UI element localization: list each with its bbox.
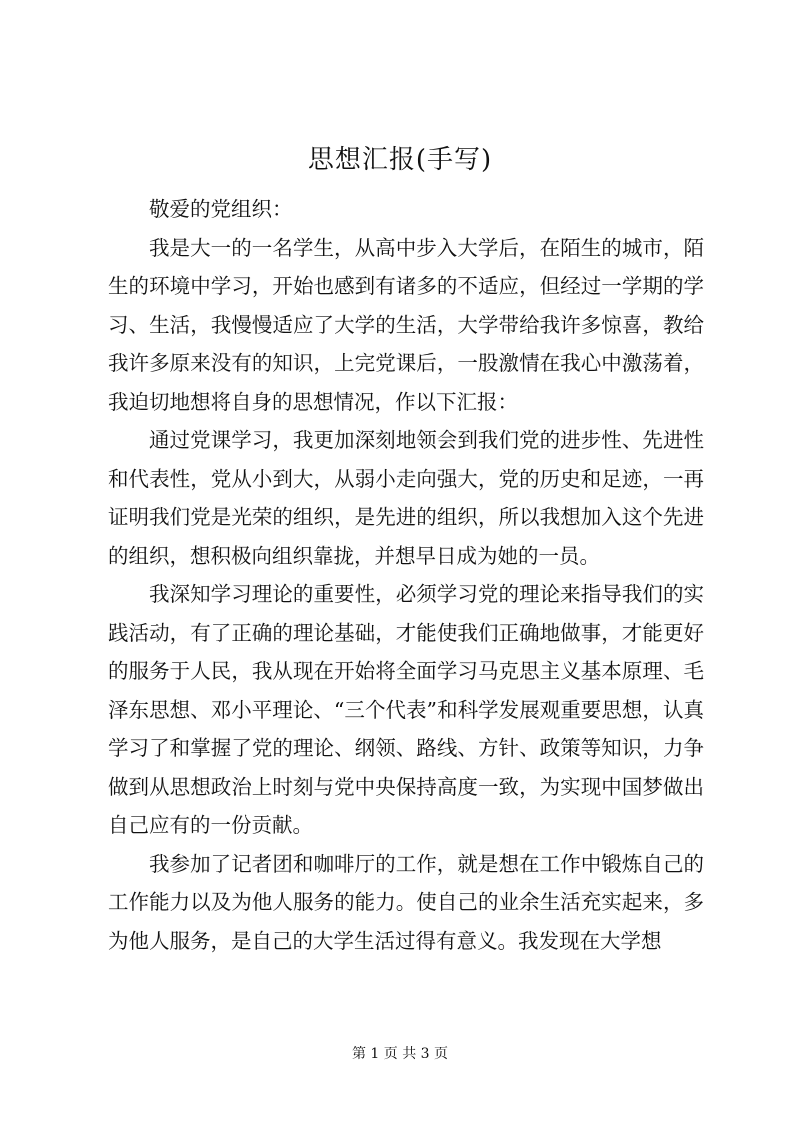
document-body — [108, 190, 704, 960]
salutation: 敬爱的党组织： — [149, 197, 293, 221]
paragraph-1: 我是大一的一名学生，从高中步入大学后，在陌生的城市，陌生的环境中学习，开始也感到有诸多的不适应，但经过一学期的学习、生活，我慢慢适应了大学的生活，大学带给我许多惊喜，教给我许多原来没有的知识，上完党课后，一股激情在我心中激荡着，我迫切地想将自身的思想情况，作以下汇报： — [108, 235, 704, 414]
paragraph-2: 通过党课学习，我更加深刻地领会到我们党的进步性、先进性和代表性，党从小到大，从弱小走向强大，党的历史和足迹，一再证明我们党是光荣的组织，是先进的组织，所以我想加入这个先进的组织，想积极向组织靠拢，并想早日成为她的一员。 — [108, 428, 704, 568]
paragraph-3: 我深知学习理论的重要性，必须学习党的理论来指导我们的实践活动，有了正确的理论基础，才能使我们正确地做事，才能更好的服务于人民，我从现在开始将全面学习马克思主义基本原理、毛泽东思想、邓小平理论、“三个代表”和科学发展观重要思想，认真学习了和掌握了党的理论、纲领、路线、方针、政策等知识，力争做到从思想政治上时刻与党中央保持高度一致，为实现中国梦做出自己应有的一份贡献。 — [108, 582, 704, 837]
document-title: 思想汇报(手写) — [307, 145, 493, 175]
page-footer: 第 1 页 共 3 页 — [351, 1046, 449, 1062]
paragraph-4: 我参加了记者团和咖啡厅的工作，就是想在工作中锻炼自己的工作能力以及为他人服务的能力。使自己的业余生活充实起来，多为他人服务，是自己的大学生活过得有意义。我发现在大学想 — [108, 851, 704, 953]
